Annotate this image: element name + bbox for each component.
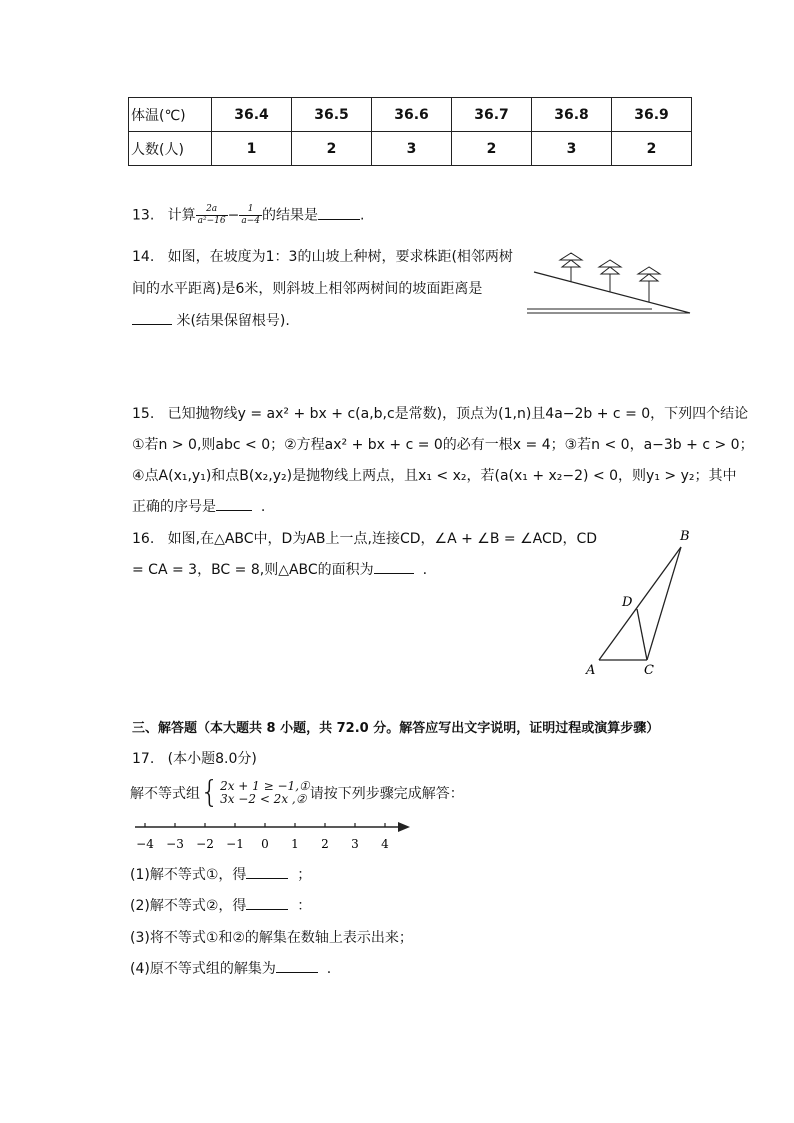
minus-sign: − (227, 207, 240, 224)
table-cell: 2 (292, 132, 372, 166)
segment-BC (647, 547, 681, 660)
label-A: A (586, 663, 596, 678)
axis-tick-label: −1 (226, 837, 244, 851)
question-16-text: = CA = 3，BC = 8,则△ABC的面积为 (132, 562, 374, 578)
q17-step1 (130, 864, 311, 884)
period: . (359, 207, 365, 224)
q17-step4 (130, 958, 331, 978)
question-13 (132, 204, 364, 227)
question-15-text: 正确的序号是 (132, 499, 216, 515)
label-D: D (622, 595, 633, 610)
q17-step3: (3)将不等式①和②的解集在数轴上表示出来； (130, 930, 413, 946)
axis-tick-label: 3 (351, 837, 359, 851)
punct: ； (297, 867, 312, 883)
axis-tick-label: 1 (291, 837, 299, 851)
question-15-line1 (132, 403, 748, 423)
question-15-text: 已知抛物线y = ax² + bx + c(a,b,c是常数)，顶点为(1,n)且4a−2b + c = 0，下列四个结论 (167, 406, 749, 422)
question-14-line1 (132, 246, 513, 266)
axis-tick-label: 4 (381, 837, 389, 851)
axis-tick-label: −3 (166, 837, 184, 851)
question-17-header (132, 748, 257, 768)
question-16-text: 如图,在△ABC中，D为AB上一点,连接CD，∠A + ∠B = ∠ACD，CD (167, 531, 598, 547)
period: . (326, 961, 332, 977)
fraction-1 (196, 204, 228, 227)
question-16-line1 (132, 528, 597, 548)
fraction-numerator: 1 (239, 204, 262, 216)
table-cell: 2 (452, 132, 532, 166)
question-14-line3 (132, 310, 290, 330)
answer-blank[interactable] (132, 312, 172, 325)
table-cell: 1 (212, 132, 292, 166)
arrow-icon (398, 822, 410, 832)
question-number: 14. (132, 249, 155, 265)
question-14-text: 如图，在坡度为1：3的山坡上种树，要求株距(相邻两树 (167, 249, 513, 265)
question-number: 13. (132, 207, 155, 224)
q17-step2 (130, 895, 311, 915)
left-brace: { (200, 775, 220, 810)
question-15-line2: ①若n > 0,则abc < 0；②方程ax² + bx + c = 0的必有一根x = 4；③若n < 0，a−3b + c > 0； (132, 437, 754, 453)
segment-CD (637, 609, 647, 660)
question-14-line2: 间的水平距离)是6米，则斜坡上相邻两树间的坡面距离是 (132, 281, 483, 297)
step-text: (4)原不等式组的解集为 (130, 961, 276, 977)
question-number: 16. (132, 531, 155, 547)
table-header-cell: 体温(℃) (129, 98, 212, 132)
slope-line (534, 272, 690, 313)
answer-blank[interactable] (216, 498, 252, 511)
slope-figure (524, 240, 694, 320)
table-cell: 36.6 (372, 98, 452, 132)
inequality-1: 2x + 1 ≥ −1,① (220, 779, 310, 793)
step-text: (2)解不等式②，得 (130, 898, 247, 914)
period: . (422, 562, 428, 578)
inequality-2: 3x −2 < 2x ,② (220, 792, 307, 806)
answer-blank[interactable] (276, 960, 318, 973)
fraction-denominator: a−4 (241, 216, 260, 226)
question-number: 15. (132, 406, 155, 422)
question-17-intro-suffix: 请按下列步骤完成解答： (309, 786, 464, 802)
answer-blank[interactable] (246, 897, 288, 910)
table-cell: 36.5 (292, 98, 372, 132)
question-17-system (130, 775, 464, 810)
table-row (129, 132, 692, 166)
question-13-suffix: 的结果是 (261, 207, 318, 224)
answer-blank[interactable] (246, 866, 288, 879)
axis-tick-label: −2 (196, 837, 214, 851)
inequality-system (220, 780, 310, 806)
question-score: (本小题8.0分) (167, 751, 257, 767)
answer-blank[interactable] (374, 561, 414, 574)
table-cell: 36.4 (212, 98, 292, 132)
question-15-line3: ④点A(x₁,y₁)和点B(x₂,y₂)是抛物线上两点，且x₁ < x₂，若(a(x₁ + x₂−2) < 0，则y₁ > y₂；其中 (132, 468, 737, 484)
question-14-text: 米(结果保留根号). (176, 313, 290, 329)
label-C: C (644, 663, 654, 678)
number-line (130, 818, 420, 854)
table-cell: 36.9 (612, 98, 692, 132)
axis-tick-label: 2 (321, 837, 329, 851)
table-cell: 3 (532, 132, 612, 166)
table-cell: 2 (612, 132, 692, 166)
table-cell: 36.8 (532, 98, 612, 132)
question-15-line4 (132, 496, 265, 516)
punct: ： (297, 898, 312, 914)
section-heading: 三、解答题（本大题共 8 小题，共 72.0 分。解答应写出文字说明，证明过程或演算步骤） (132, 721, 660, 736)
table-header-cell: 人数(人) (129, 132, 212, 166)
question-16-line2 (132, 559, 427, 579)
fraction-2 (239, 204, 262, 227)
question-13-prefix: 计算 (167, 207, 196, 224)
step-text: (1)解不等式①，得 (130, 867, 247, 883)
tree-icon (560, 253, 582, 282)
fraction-numerator: 2a (196, 204, 228, 216)
table-cell: 3 (372, 132, 452, 166)
fraction-denominator: a²−16 (197, 216, 226, 226)
axis-tick-label: 0 (261, 837, 269, 851)
table-row (129, 98, 692, 132)
triangle-figure (580, 524, 700, 680)
axis-tick-label: −4 (136, 837, 154, 851)
table-cell: 36.7 (452, 98, 532, 132)
label-B: B (680, 529, 690, 544)
temperature-table (128, 97, 692, 166)
question-number: 17. (132, 751, 155, 767)
segment-AB (599, 547, 681, 660)
tree-icon (599, 260, 621, 292)
period: . (260, 499, 266, 515)
answer-blank[interactable] (318, 207, 360, 220)
tree-icon (638, 267, 660, 302)
question-17-intro: 解不等式组 (130, 786, 200, 802)
